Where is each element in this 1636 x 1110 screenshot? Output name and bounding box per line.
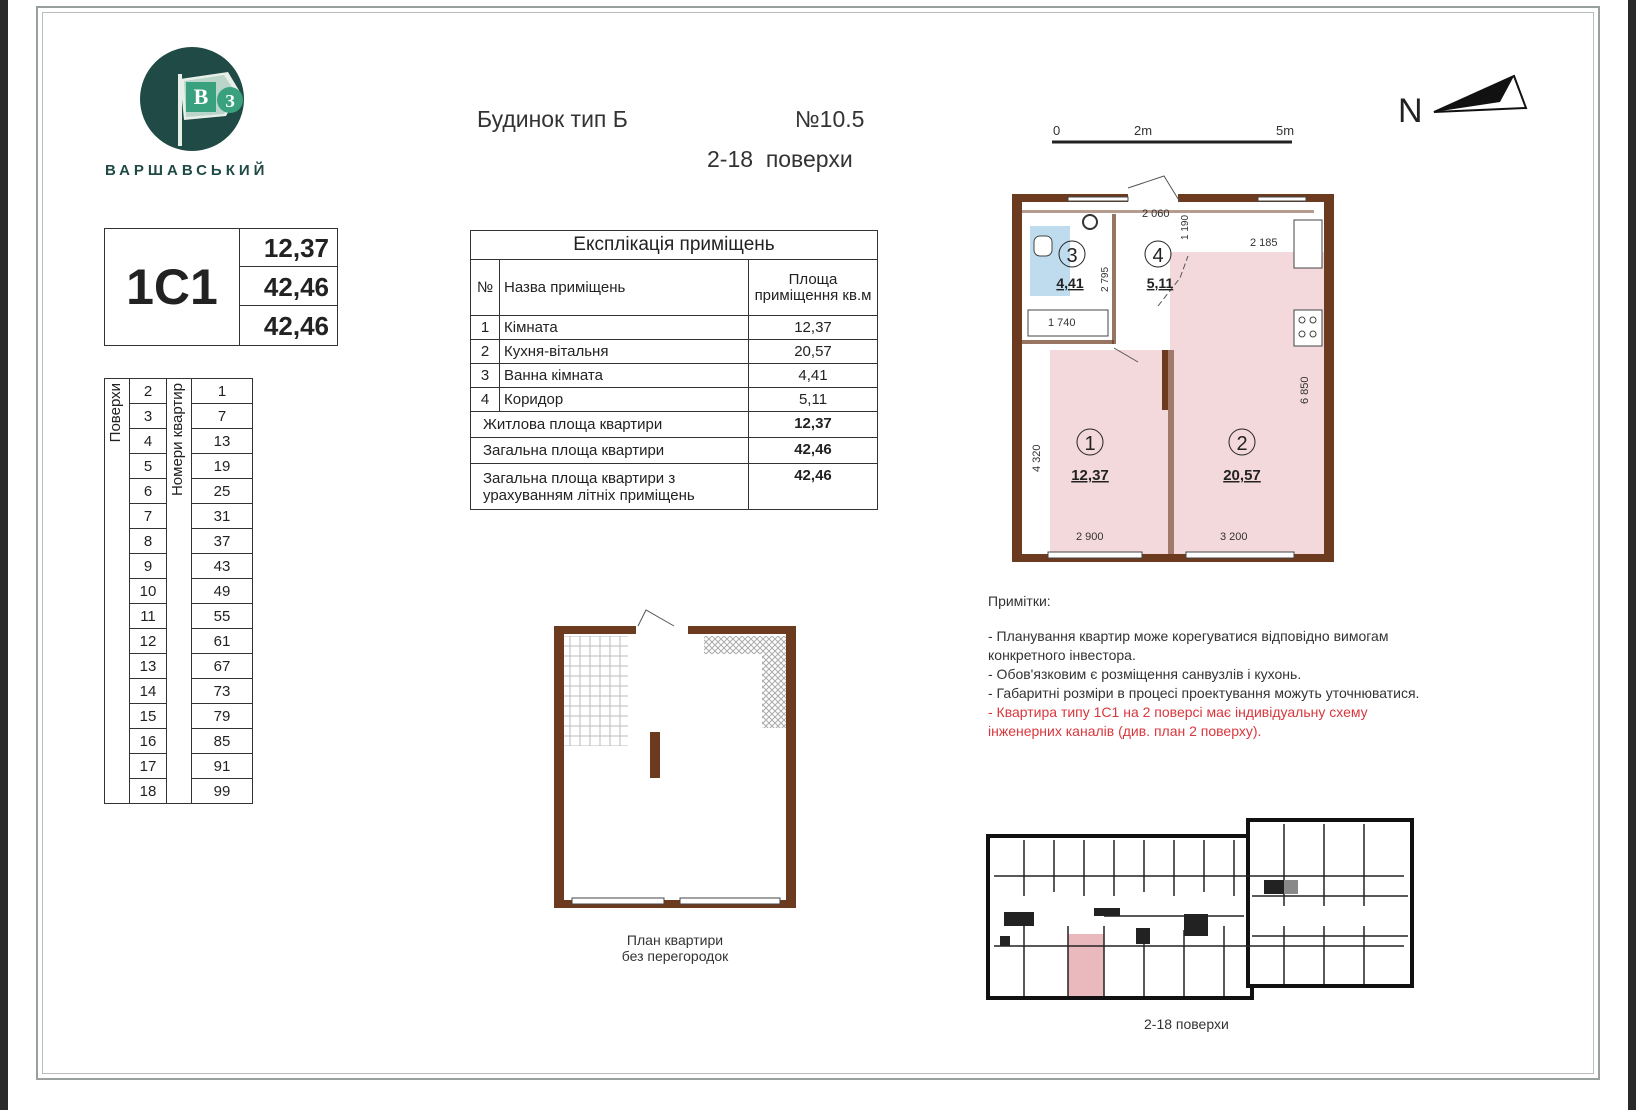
note-1: - Планування квартир може корегуватися відповідно вимогам конкретного інвестора. bbox=[988, 628, 1389, 663]
apartment-number-cell: 91 bbox=[192, 754, 253, 779]
apartment-number-cell: 49 bbox=[192, 579, 253, 604]
room-name: Кімната bbox=[500, 316, 749, 340]
apartment-number-cell: 55 bbox=[192, 604, 253, 629]
room-3-area: 4,41 bbox=[1056, 275, 1084, 291]
apartment-number-cell: 79 bbox=[192, 704, 253, 729]
apartment-number-cell: 61 bbox=[192, 629, 253, 654]
apartment-code: 1С1 bbox=[105, 229, 240, 345]
floors-table bbox=[104, 378, 253, 804]
apartment-number-cell: 85 bbox=[192, 729, 253, 754]
total-value: 42,46 bbox=[749, 464, 878, 510]
left-edge bbox=[0, 0, 8, 1110]
dim-2900: 2 900 bbox=[1076, 531, 1104, 543]
living-area: 12,37 bbox=[239, 229, 337, 267]
floor-cell: 7 bbox=[130, 504, 167, 529]
floor-cell: 15 bbox=[130, 704, 167, 729]
apartment-number-cell: 13 bbox=[192, 429, 253, 454]
room-2-number: 2 bbox=[1236, 433, 1248, 455]
floor-cell: 6 bbox=[130, 479, 167, 504]
room-name: Кухня-вітальня bbox=[500, 340, 749, 364]
floor-cell: 3 bbox=[130, 404, 167, 429]
apartment-number-cell: 31 bbox=[192, 504, 253, 529]
apartment-numbers-label: Номери квартир bbox=[169, 383, 186, 497]
dim-2060: 2 060 bbox=[1142, 208, 1170, 220]
right-edge bbox=[1628, 0, 1636, 1110]
floors-label: Поверхи bbox=[107, 383, 124, 443]
total-value: 42,46 bbox=[749, 438, 878, 464]
floor-cell: 12 bbox=[130, 629, 167, 654]
room-area: 4,41 bbox=[749, 364, 878, 388]
room-area: 5,11 bbox=[749, 388, 878, 412]
open-plan bbox=[550, 606, 800, 908]
total-area: 42,46 bbox=[239, 268, 337, 306]
total-row bbox=[471, 464, 878, 510]
room-no: 3 bbox=[471, 364, 500, 388]
apartment-number-cell: 43 bbox=[192, 554, 253, 579]
scale-label-0: 0 bbox=[1053, 123, 1061, 138]
apartment-plan bbox=[1008, 170, 1338, 574]
apartment-number-cell: 37 bbox=[192, 529, 253, 554]
room-1-area: 12,37 bbox=[1071, 467, 1109, 484]
room-1-number: 1 bbox=[1084, 433, 1096, 455]
apartment-number-cell: 1 bbox=[192, 379, 253, 404]
explication-table bbox=[470, 230, 878, 510]
total-label: Житлова площа квартири bbox=[471, 412, 749, 438]
dim-4320: 4 320 bbox=[1031, 444, 1043, 472]
room-no: 4 bbox=[471, 388, 500, 412]
room-row bbox=[471, 340, 878, 364]
floor-cell: 13 bbox=[130, 654, 167, 679]
scale-bar bbox=[1044, 122, 1304, 150]
key-plan-caption: 2-18 поверхи bbox=[1144, 1016, 1229, 1032]
floor-cell: 16 bbox=[130, 729, 167, 754]
room-3-number: 3 bbox=[1066, 245, 1078, 267]
room-row bbox=[471, 388, 878, 412]
col-name-header: Назва приміщень bbox=[500, 260, 749, 316]
brand-logo bbox=[138, 44, 258, 154]
apartment-number-cell: 99 bbox=[192, 779, 253, 804]
floors-range: 2-18 поверхи bbox=[707, 146, 853, 172]
logo-letter-z: З bbox=[225, 91, 235, 111]
open-plan-caption-line2: без перегородок bbox=[621, 948, 729, 964]
note-red: - Квартира типу 1С1 на 2 поверсі має індивідуальну схему інженерних каналів (див. план 2 поверху). bbox=[988, 704, 1368, 739]
key-floor-plan bbox=[984, 816, 1416, 1002]
floor-cell: 18 bbox=[130, 779, 167, 804]
dim-6850: 6 850 bbox=[1299, 376, 1311, 404]
house-type: Будинок тип Б bbox=[477, 106, 628, 132]
total-area-summer: 42,46 bbox=[263, 311, 329, 341]
total-row bbox=[471, 412, 878, 438]
col-area-header: Площа приміщення кв.м bbox=[749, 260, 878, 316]
floor-cell: 10 bbox=[130, 579, 167, 604]
north-label: N bbox=[1398, 92, 1423, 130]
explication-title: Експлікація приміщень bbox=[471, 231, 878, 260]
apartment-number-cell: 25 bbox=[192, 479, 253, 504]
north-arrow bbox=[1396, 70, 1536, 134]
room-area: 12,37 bbox=[749, 316, 878, 340]
room-row bbox=[471, 316, 878, 340]
floor-cell: 11 bbox=[130, 604, 167, 629]
floor-cell: 9 bbox=[130, 554, 167, 579]
room-row bbox=[471, 364, 878, 388]
scale-label-5m: 5m bbox=[1276, 123, 1295, 138]
scale-label-2m: 2m bbox=[1134, 123, 1153, 138]
total-label: Загальна площа квартири bbox=[471, 438, 749, 464]
dim-2185: 2 185 bbox=[1250, 237, 1278, 249]
room-no: 2 bbox=[471, 340, 500, 364]
note-2: - Обов'язковим є розміщення санвузлів і кухонь. bbox=[988, 666, 1302, 682]
total-label: Загальна площа квартири з урахуванням літніх приміщень bbox=[471, 464, 749, 510]
notes-block bbox=[988, 592, 1428, 741]
house-number: №10.5 bbox=[795, 106, 865, 132]
dim-3200: 3 200 bbox=[1220, 531, 1248, 543]
total-value: 12,37 bbox=[749, 412, 878, 438]
apartment-number-cell: 67 bbox=[192, 654, 253, 679]
notes-title: Примітки: bbox=[988, 593, 1051, 609]
col-no-header: № bbox=[471, 260, 500, 316]
room-4-area: 5,11 bbox=[1146, 275, 1174, 291]
room-2-area: 20,57 bbox=[1223, 467, 1261, 484]
floor-cell: 2 bbox=[130, 379, 167, 404]
open-plan-caption bbox=[560, 932, 790, 964]
apartment-number-cell: 73 bbox=[192, 679, 253, 704]
room-4-number: 4 bbox=[1152, 245, 1164, 267]
floor-cell: 4 bbox=[130, 429, 167, 454]
dim-1740: 1 740 bbox=[1048, 317, 1076, 329]
room-area: 20,57 bbox=[749, 340, 878, 364]
floor-cell: 14 bbox=[130, 679, 167, 704]
note-3: - Габаритні розміри в процесі проектування можуть уточнюватися. bbox=[988, 685, 1420, 701]
apartment-number-cell: 19 bbox=[192, 454, 253, 479]
apartment-number-cell: 7 bbox=[192, 404, 253, 429]
open-plan-caption-line1: План квартири bbox=[626, 932, 724, 948]
total-row bbox=[471, 438, 878, 464]
dim-1190: 1 190 bbox=[1180, 214, 1191, 240]
dim-2795: 2 795 bbox=[1100, 266, 1111, 292]
floor-cell: 17 bbox=[130, 754, 167, 779]
logo-letter-v: В bbox=[193, 84, 209, 109]
brand-name: ВАРШАВСЬКИЙ bbox=[105, 162, 269, 179]
apartment-type-box bbox=[104, 228, 338, 346]
floor-cell: 8 bbox=[130, 529, 167, 554]
room-no: 1 bbox=[471, 316, 500, 340]
floor-cell: 5 bbox=[130, 454, 167, 479]
room-name: Ванна кімната bbox=[500, 364, 749, 388]
room-name: Коридор bbox=[500, 388, 749, 412]
